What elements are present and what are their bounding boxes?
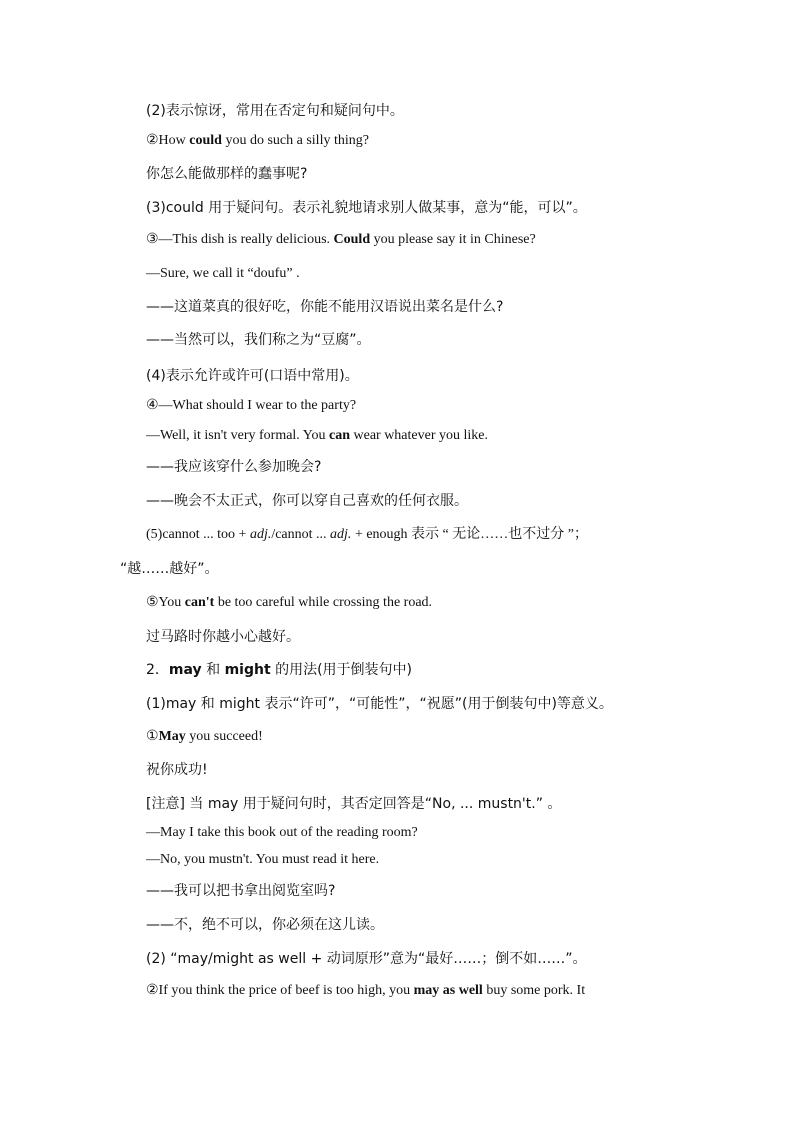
text-segment: ——这道菜真的很好吃，你能不能用汉语说出菜名是什么? <box>146 299 504 315</box>
example-sentence <box>146 264 300 284</box>
text-segment: —Well, it isn't very formal. You <box>146 428 329 443</box>
text-segment: (4)表示允许或许可(口语中常用)。 <box>146 368 359 384</box>
text-segment: 你怎么能做那样的蠢事呢? <box>146 166 308 182</box>
text-segment: ① <box>146 729 159 744</box>
bold-keyword: might <box>224 662 271 678</box>
bold-keyword: may <box>168 662 202 678</box>
text-segment: (1)may 和 might 表示“许可”，“可能性”，“祝愿”(用于倒装句中)等意义。 <box>146 696 613 712</box>
text-line-continued <box>120 559 219 579</box>
text-line <box>146 949 587 969</box>
text-segment: (3)could 用于疑问句。表示礼貌地请求别人做某事，意为“能，可以”。 <box>146 200 587 216</box>
bold-keyword: May <box>158 729 186 744</box>
text-segment: ——我应该穿什么参加晚会? <box>146 459 322 475</box>
text-segment: ④—What should I wear to the party? <box>146 398 357 413</box>
example-sentence <box>146 230 536 250</box>
translation-line <box>146 627 300 647</box>
translation-line <box>146 760 208 780</box>
text-segment: ③—This dish is really delicious. <box>146 232 334 247</box>
text-segment: you succeed! <box>185 729 263 744</box>
text-segment: ②If you think the price of beef is too high, you <box>146 983 414 998</box>
text-segment: ——不，绝不可以，你必须在这儿读。 <box>146 917 384 933</box>
text-segment: —May I take this book out of the reading room? <box>146 825 418 840</box>
text-segment: 祝你成功! <box>146 762 208 778</box>
example-sentence <box>146 396 356 416</box>
text-line <box>146 525 588 545</box>
example-sentence <box>146 426 488 446</box>
text-segment: 2． <box>146 662 169 678</box>
text-line <box>146 366 359 386</box>
bold-keyword: Could <box>333 232 371 247</box>
text-line <box>146 101 404 121</box>
text-line <box>146 694 613 714</box>
text-segment: —No, you mustn't. You must read it here. <box>146 852 380 867</box>
text-segment: ——我可以把书拿出阅览室吗? <box>146 883 336 899</box>
text-segment: wear whatever you like. <box>350 428 488 443</box>
bold-keyword: could <box>189 133 222 148</box>
translation-line <box>146 330 371 350</box>
bold-keyword: can <box>329 428 350 443</box>
example-sentence <box>146 131 369 151</box>
note-line <box>146 794 561 814</box>
text-segment: ⑤You <box>146 595 185 610</box>
section-heading <box>146 660 412 680</box>
italic-term: adj. <box>330 527 352 542</box>
example-sentence <box>146 823 418 843</box>
translation-line <box>146 491 468 511</box>
text-segment: “越……越好”。 <box>120 561 219 577</box>
translation-line <box>146 457 321 477</box>
bold-keyword: can't <box>184 595 215 610</box>
example-sentence <box>146 727 263 747</box>
bold-keyword: may as well <box>413 983 483 998</box>
text-segment: —Sure, we call it “doufu” . <box>146 266 300 281</box>
text-segment: 的用法(用于倒装句中) <box>270 662 413 678</box>
text-segment: 过马路时你越小心越好。 <box>146 629 300 645</box>
translation-line <box>146 164 307 184</box>
text-segment: (2)表示惊讶，常用在否定句和疑问句中。 <box>146 103 404 119</box>
text-segment: ——晚会不太正式，你可以穿自己喜欢的任何衣服。 <box>146 493 468 509</box>
text-segment: ②How <box>146 133 190 148</box>
italic-term: adj. <box>249 527 272 542</box>
example-sentence <box>146 981 585 1001</box>
text-segment: you do such a silly thing? <box>221 133 369 148</box>
text-segment: ——当然可以，我们称之为“豆腐”。 <box>146 332 371 348</box>
translation-line <box>146 915 384 935</box>
example-sentence <box>146 593 432 613</box>
text-segment: (2) “may/might as well + 动词原形”意为“最好……；倒不如……”。 <box>146 951 587 967</box>
text-segment: 和 <box>201 662 225 678</box>
text-segment: you please say it in Chinese? <box>370 232 536 247</box>
text-segment: buy some pork. It <box>482 983 586 998</box>
text-segment: (5)cannot ... too + <box>146 527 250 542</box>
example-sentence <box>146 850 379 870</box>
text-line <box>146 198 587 218</box>
translation-line <box>146 881 335 901</box>
translation-line <box>146 297 503 317</box>
text-segment: + enough 表示 “ 无论……也不过分 ”； <box>351 527 588 542</box>
text-segment: /cannot ... <box>271 527 331 542</box>
text-segment: [注意] 当 may 用于疑问句时，其否定回答是“No, ... mustn't.” 。 <box>146 796 562 812</box>
text-segment: be too careful while crossing the road. <box>214 595 433 610</box>
